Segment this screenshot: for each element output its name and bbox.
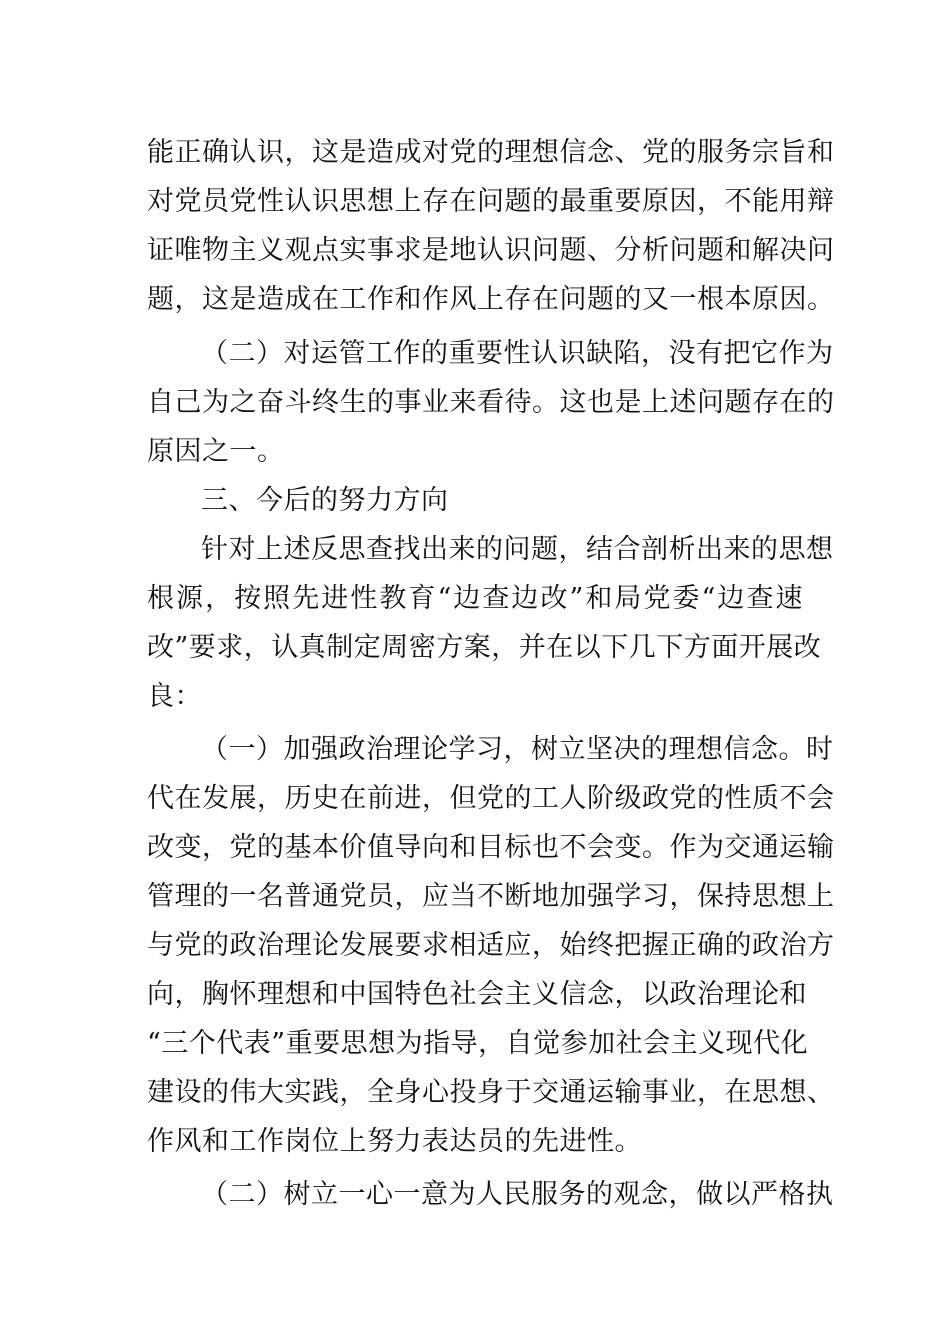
text-line: 良：: [147, 681, 202, 712]
paragraph-start-line: （二）对运管工作的重要性认识缺陷，没有把它作为: [201, 338, 834, 369]
text-line: 作风和工作岗位上努力表达员的先进性。: [147, 1126, 642, 1157]
text-line: 向，胸怀理想和中国特色社会主义信念，以政治理论和: [147, 979, 807, 1010]
paragraph-start-line: （一）加强政治理论学习，树立坚决的理想信念。时: [201, 734, 834, 765]
paragraph-start-line: 针对上述反思查找出来的问题，结合剖析出来的思想: [201, 534, 834, 565]
text-line: 改”要求，认真制定周密方案，并在以下几下方面开展改: [147, 632, 822, 663]
text-line: 改变，党的基本价值导向和目标也不会变。作为交通运输: [147, 832, 835, 863]
text-line: 原因之一。: [147, 436, 285, 467]
text-line: 对党员党性认识思想上存在问题的最重要原因，不能用辩: [147, 186, 835, 217]
text-line: 证唯物主义观点实事求是地认识问题、分析问题和解决问: [147, 235, 835, 266]
text-line: 与党的政治理论发展要求相适应，始终把握正确的政治方: [147, 930, 835, 961]
text-line: 代在发展，历史在前进，但党的工人阶级政党的性质不会: [147, 783, 835, 814]
text-line: 题，这是造成在工作和作风上存在问题的又一根本原因。: [147, 284, 835, 315]
text-line: 自己为之奋斗终生的事业来看待。这也是上述问题存在的: [147, 387, 835, 418]
section-heading: 三、今后的努力方向: [201, 485, 449, 516]
text-line: 根源，按照先进性教育“边查边改”和局党委“边查速: [147, 583, 803, 614]
text-line: 能正确认识，这是造成对党的理想信念、党的服务宗旨和: [147, 137, 835, 168]
text-line: 管理的一名普通党员，应当不断地加强学习，保持思想上: [147, 881, 835, 912]
text-line: “三个代表”重要思想为指导，自觉参加社会主义现代化: [147, 1028, 809, 1059]
text-line: 建设的伟大实践，全身心投身于交通运输事业，在思想、: [147, 1077, 835, 1108]
paragraph-start-line: （二）树立一心一意为人民服务的观念，做以严格执: [201, 1179, 834, 1210]
